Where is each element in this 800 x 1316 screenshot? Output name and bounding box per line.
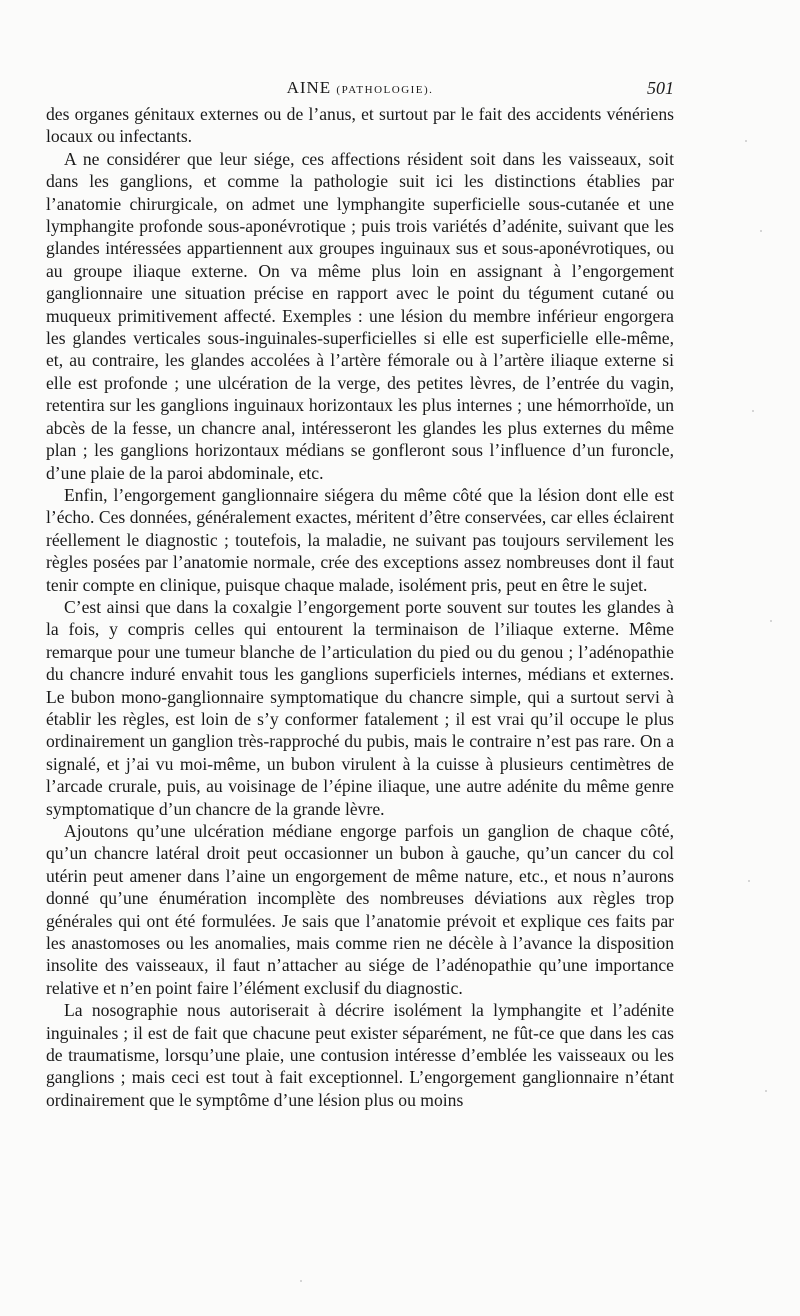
running-head-word: AINE <box>286 78 332 97</box>
running-head-section: (PATHOLOGIE). <box>336 84 434 96</box>
body-text <box>46 103 674 1111</box>
paragraph-3: Enfin, l’engorgement ganglionnaire siégera du même côté que la lésion dont elle est l’écho. Ces données, généralement exactes, méritent d’être conservées, car elles éclairent réellement le diagnostic ; toutefois, la maladie, ne suivant pas toujours servilement les règles posées par l’anatomie normale, crée des exceptions assez nombreuses dont il faut tenir compte en clinique, puisque chaque malade, isolément pris, peut en être le sujet. <box>46 484 674 595</box>
paragraph-2: A ne considérer que leur siége, ces affections résident soit dans les vaisseaux, soit dans les ganglions, et comme la pathologie suit ici les distinctions établies par l’anatomie chirurgicale, on admet une lymphangite superficielle sous-cutanée et une lymphangite profonde sous-aponévrotique ; puis trois variétés d’adénite, suivant que les glandes intéressées appartiennent aux groupes inguinaux sus et sous-aponévrotiques, ou au groupe iliaque externe. On va même plus loin en assignant à l’engorgement ganglionnaire une situation précise en rapport avec le point du tégument cutané ou muqueux primitivement affecté. Exemples : une lésion du membre inférieur engorgera les glandes verticales sous-inguinales-superficielles si elle est superficielle elle-même, et, au contraire, les glandes accolées à l’artère fémorale ou à l’artère iliaque externe si elle est profonde ; une ulcération de la verge, des petites lèvres, de l’entrée du vagin, retentira sur les ganglions inguinaux horizontaux les plus internes ; une hémorrhoïde, un abcès de la fesse, un chancre anal, intéresseront les glandes les plus externes du même plan ; les ganglions horizontaux médians se gonfleront sous l’influence d’un furoncle, d’une plaie de la paroi abdominale, etc. <box>46 148 674 483</box>
scan-speck <box>770 620 772 622</box>
scan-speck <box>745 140 747 142</box>
scan-speck <box>300 1280 302 1282</box>
page-number: 501 <box>647 78 674 98</box>
running-head-title <box>46 78 674 98</box>
scan-speck <box>765 1090 767 1092</box>
paragraph-6: La nosographie nous autoriserait à décrire isolément la lymphangite et l’adénite inguinales ; il est de fait que chacune peut exister séparément, ne fût-ce que dans les cas de traumatisme, lorsqu’une plaie, une contusion intéresse d’emblée les vaisseaux ou les ganglions ; mais ceci est tout à fait exceptionnel. L’engorgement ganglionnaire n’étant ordinairement que le symptôme d’une lésion plus ou moins <box>46 1000 674 1110</box>
running-head <box>46 78 674 100</box>
paragraph-5: Ajoutons qu’une ulcération médiane engorge parfois un ganglion de chaque côté, qu’un chancre latéral droit peut occasionner un bubon à gauche, qu’un cancer du col utérin peut amener dans l’aine un engorgement de même nature, etc., et nous n’aurons donné qu’une énumération incomplète des nombreuses déviations aux règles trop générales qui ont été formulées. Je sais que l’anatomie prévoit et explique ces faits par les anastomoses ou les anomalies, mais comme rien ne décèle à l’avance la disposition insolite des vaisseaux, il faut n’attacher au siége de l’adénopathie qu’une importance relative et n’en point faire l’élément exclusif du diagnostic. <box>46 821 674 998</box>
scan-speck <box>760 230 762 232</box>
paragraph-4: C’est ainsi que dans la coxalgie l’engorgement porte souvent sur toutes les glandes à la fois, y compris celles qui entourent la terminaison de l’iliaque externe. Même remarque pour une tumeur blanche de l’articulation du pied ou du genou ; l’adénopathie du chancre induré envahit tous les ganglions superficiels internes, médians et externes. Le bubon mono-ganglionnaire symptomatique du chancre simple, qui a surtout servi à établir les règles, est loin de s’y conformer fatalement ; il est vrai qu’il occupe le plus ordinairement un ganglion très-rapproché du pubis, mais le contraire n’est pas rare. On a signalé, et j’ai vu moi-même, un bubon virulent à la cuisse à plusieurs centimètres de l’arcade crurale, puis, au voisinage de l’épine iliaque, une autre adénite du même genre symptomatique d’un chancre de la grande lèvre. <box>46 596 674 819</box>
scan-speck <box>748 880 750 882</box>
scan-speck <box>752 410 754 412</box>
paragraph-1: des organes génitaux externes ou de l’anus, et surtout par le fait des accidents vénériens locaux ou infectants. <box>46 104 674 147</box>
